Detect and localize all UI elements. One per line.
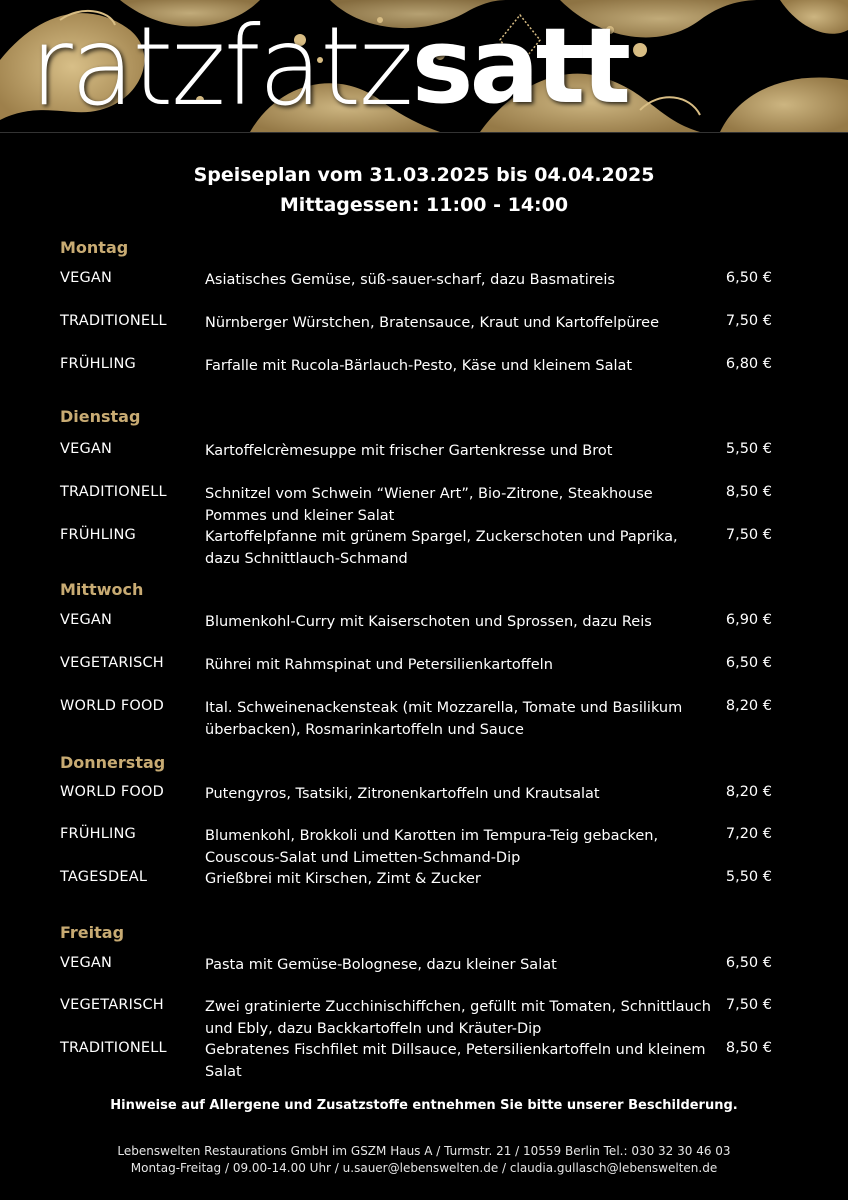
footer-address: Lebenswelten Restaurations GmbH im GSZM Haus A / Turmstr. 21 / 10559 Berlin Tel.: 030 32 30 46 03 [117, 1144, 731, 1158]
menu-subtitle: Mittagessen: 11:00 - 14:00 [279, 194, 569, 216]
brand-logo [30, 0, 627, 132]
menu-item-dish: Rührei mit Rahmspinat und Petersilienkartoffeln [205, 657, 553, 673]
menu-item-dish: Pasta mit Gemüse-Bolognese, dazu kleiner Salat [205, 957, 557, 973]
menu-item [60, 997, 780, 1041]
menu-item-price: 8,20 € [725, 784, 772, 800]
menu-item-dish: Blumenkohl-Curry mit Kaiserschoten und Sprossen, dazu Reis [205, 614, 652, 630]
menu-item [60, 826, 780, 870]
day-heading-tuesday: Dienstag [60, 407, 141, 426]
menu-item [60, 270, 780, 314]
menu-item-price: 5,50 € [725, 869, 772, 885]
menu-item-price: 6,90 € [725, 612, 772, 628]
menu-item [60, 869, 780, 913]
menu-item-price: 6,80 € [725, 356, 772, 372]
menu-item [60, 527, 780, 571]
menu-item [60, 698, 780, 742]
menu-header [0, 160, 848, 220]
menu-item [60, 313, 780, 357]
menu-item-price: 7,50 € [725, 527, 772, 543]
menu-item-price: 8,20 € [725, 698, 772, 714]
logo-text-bold: satt [411, 5, 628, 127]
allergen-notice: Hinweise auf Allergene und Zusatzstoffe entnehmen Sie bitte unserer Beschilderung. [110, 1098, 738, 1113]
menu-item-category: FRÜHLING [60, 826, 136, 842]
footer [0, 1143, 848, 1177]
menu-item-price: 7,20 € [725, 826, 772, 842]
menu-item-dish: Grießbrei mit Kirschen, Zimt & Zucker [205, 871, 481, 887]
menu-item-dish: Ital. Schweinenackensteak (mit Mozzarella, Tomate und Basilikum überbacken), Rosmarinkartoffeln und Sauce [205, 700, 683, 738]
menu-item-price: 5,50 € [725, 441, 772, 457]
menu-item-price: 8,50 € [725, 484, 772, 500]
menu-item-category: VEGAN [60, 441, 113, 457]
menu-item-category: FRÜHLING [60, 527, 136, 543]
menu-item [60, 484, 780, 528]
menu-item-price: 6,50 € [725, 655, 772, 671]
menu-item-dish: Asiatisches Gemüse, süß-sauer-scharf, dazu Basmatireis [205, 272, 615, 288]
menu-item [60, 441, 780, 485]
menu-item-price: 6,50 € [725, 270, 772, 286]
menu-title: Speiseplan vom 31.03.2025 bis 04.04.2025 [193, 164, 655, 186]
menu-item-price: 7,50 € [725, 313, 772, 329]
menu-item [60, 612, 780, 656]
menu-item-category: TRADITIONELL [60, 1040, 167, 1056]
day-heading-friday: Freitag [60, 923, 125, 942]
menu-item [60, 356, 780, 400]
header-banner [0, 0, 848, 133]
menu-item-category: VEGAN [60, 270, 113, 286]
menu-item-category: TRADITIONELL [60, 484, 167, 500]
menu-item-dish: Kartoffelcrèmesuppe mit frischer Gartenkresse und Brot [205, 443, 613, 459]
menu-item-dish: Blumenkohl, Brokkoli und Karotten im Tempura-Teig gebacken, Couscous-Salat und Limetten-Schmand-Dip [205, 828, 659, 866]
footer-contact: Montag-Freitag / 09.00-14.00 Uhr / u.sauer@lebenswelten.de / claudia.gullasch@lebenswelten.de [130, 1161, 718, 1175]
menu-item [60, 784, 780, 828]
menu-item-category: WORLD FOOD [60, 784, 165, 800]
menu-item-dish: Farfalle mit Rucola-Bärlauch-Pesto, Käse und kleinem Salat [205, 358, 633, 374]
menu-item-price: 6,50 € [725, 955, 772, 971]
menu-item-dish: Gebratenes Fischfilet mit Dillsauce, Petersilienkartoffeln und kleinem Salat [205, 1042, 706, 1080]
day-heading-thursday: Donnerstag [60, 753, 166, 772]
menu-item-category: WORLD FOOD [60, 698, 165, 714]
menu-item-category: VEGETARISCH [60, 655, 164, 671]
menu-item-dish: Schnitzel vom Schwein “Wiener Art”, Bio-Zitrone, Steakhouse Pommes und kleiner Salat [205, 486, 653, 524]
menu-item-category: TRADITIONELL [60, 313, 167, 329]
menu-item-category: TAGESDEAL [60, 869, 148, 885]
menu-item [60, 955, 780, 999]
menu-item-category: VEGAN [60, 612, 113, 628]
day-heading-monday: Montag [60, 238, 129, 257]
day-heading-wednesday: Mittwoch [60, 580, 144, 599]
menu-item-price: 8,50 € [725, 1040, 772, 1056]
menu-item-dish: Putengyros, Tsatsiki, Zitronenkartoffeln und Krautsalat [205, 786, 600, 802]
menu-item-category: VEGAN [60, 955, 113, 971]
menu-item-dish: Zwei gratinierte Zucchinischiffchen, gefüllt mit Tomaten, Schnittlauch und Ebly, dazu Backkartoffeln und Kräuter-Dip [205, 999, 711, 1037]
menu-item-category: FRÜHLING [60, 356, 136, 372]
menu-item [60, 655, 780, 699]
menu-item-dish: Kartoffelpfanne mit grünem Spargel, Zuckerschoten und Paprika, dazu Schnittlauch-Schmand [205, 529, 678, 567]
logo-text-light: ratzfatz [30, 1, 412, 131]
menu-item-dish: Nürnberger Würstchen, Bratensauce, Kraut und Kartoffelpüree [205, 315, 660, 331]
menu-item-category: VEGETARISCH [60, 997, 164, 1013]
menu-item [60, 1040, 780, 1084]
menu-item-price: 7,50 € [725, 997, 772, 1013]
